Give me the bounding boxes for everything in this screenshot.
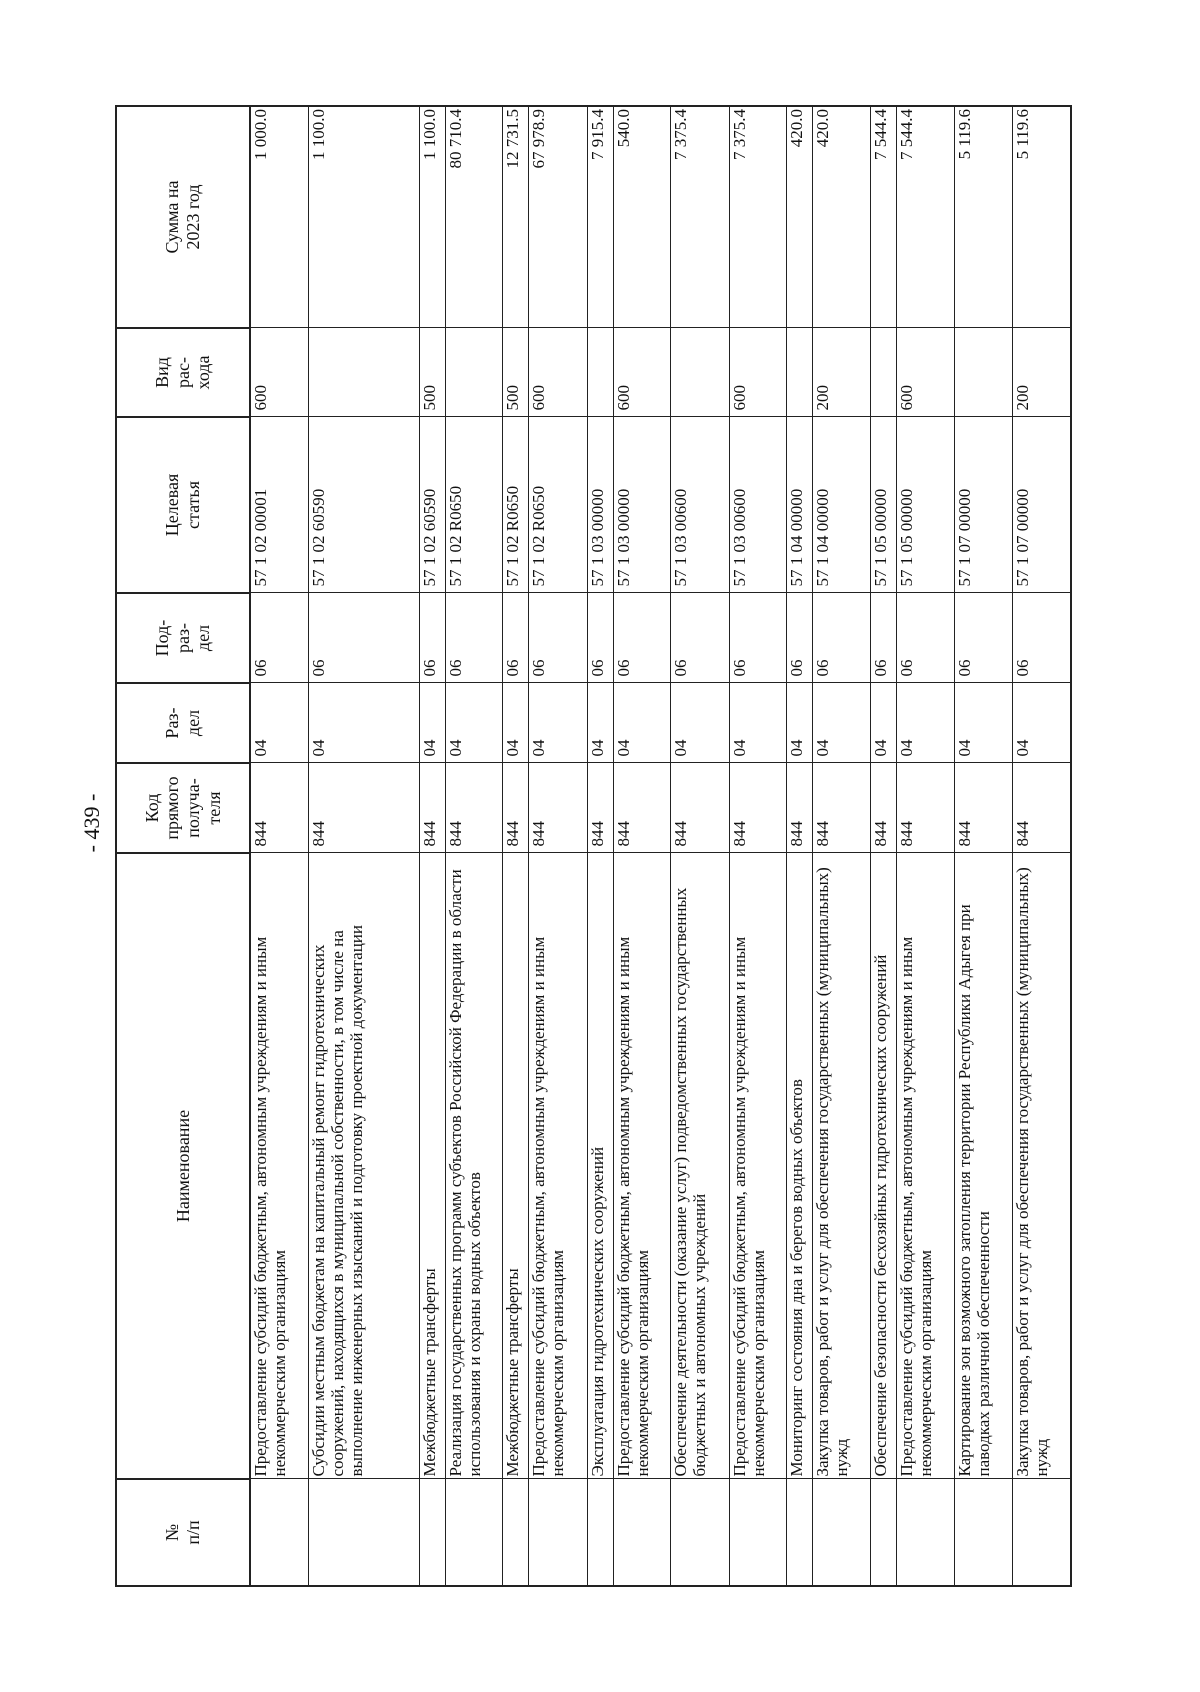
cell-num xyxy=(419,1479,445,1586)
cell-num xyxy=(529,1479,587,1586)
cell-statya: 57 1 02 R0650 xyxy=(529,417,587,593)
cell-statya: 57 1 02 60590 xyxy=(419,417,445,593)
page-number: - 439 - xyxy=(79,793,104,853)
cell-statya: 57 1 07 00000 xyxy=(955,417,1012,593)
cell-statya: 57 1 03 00000 xyxy=(613,417,670,593)
table-row xyxy=(529,106,587,1586)
cell-kod: 844 xyxy=(870,763,896,853)
cell-summa: 67 978.9 xyxy=(529,106,587,328)
cell-summa: 1 100.0 xyxy=(419,106,445,328)
rotated-table-container xyxy=(115,107,1072,1587)
cell-podrazdel: 06 xyxy=(250,593,308,683)
cell-kod: 844 xyxy=(896,763,954,853)
cell-razdel: 04 xyxy=(787,683,813,763)
cell-summa: 5 119.6 xyxy=(955,106,1012,328)
table-row xyxy=(813,106,870,1586)
cell-name: Закупка товаров, работ и услуг для обеспечения государственных (муниципальных) нужд xyxy=(813,853,870,1479)
cell-razdel: 04 xyxy=(1012,683,1071,763)
header-line: 2023 год xyxy=(183,184,203,250)
cell-vid: 600 xyxy=(613,328,670,417)
cell-podrazdel: 06 xyxy=(1012,593,1071,683)
table-row xyxy=(613,106,670,1586)
header-line: прямого xyxy=(162,776,183,840)
cell-vid xyxy=(308,328,419,417)
cell-vid: 500 xyxy=(503,328,529,417)
table-row xyxy=(896,106,954,1586)
cell-kod: 844 xyxy=(587,763,613,853)
cell-statya: 57 1 02 60590 xyxy=(308,417,419,593)
cell-name: Мониторинг состояния дна и берегов водных объектов xyxy=(787,853,813,1479)
cell-kod: 844 xyxy=(419,763,445,853)
table-row xyxy=(419,106,445,1586)
cell-summa: 420.0 xyxy=(787,106,813,328)
header-line: п/п xyxy=(183,1520,203,1545)
cell-kod: 844 xyxy=(613,763,670,853)
table-row xyxy=(250,106,308,1586)
cell-num xyxy=(613,1479,670,1586)
cell-vid xyxy=(445,328,502,417)
cell-kod: 844 xyxy=(671,763,729,853)
cell-vid: 600 xyxy=(250,328,308,417)
cell-summa: 7 544.4 xyxy=(870,106,896,328)
cell-podrazdel: 06 xyxy=(813,593,870,683)
header-line: Сумма на xyxy=(162,180,183,254)
cell-podrazdel: 06 xyxy=(419,593,445,683)
cell-vid xyxy=(787,328,813,417)
cell-num xyxy=(587,1479,613,1586)
cell-statya: 57 1 02 R0650 xyxy=(503,417,529,593)
header-razdel xyxy=(116,683,250,763)
cell-razdel: 04 xyxy=(613,683,670,763)
cell-num xyxy=(250,1479,308,1586)
cell-razdel: 04 xyxy=(250,683,308,763)
cell-vid xyxy=(671,328,729,417)
cell-num xyxy=(1012,1479,1071,1586)
cell-podrazdel: 06 xyxy=(308,593,419,683)
cell-vid: 600 xyxy=(729,328,786,417)
cell-summa: 7 375.4 xyxy=(671,106,729,328)
cell-kod: 844 xyxy=(813,763,870,853)
cell-podrazdel: 06 xyxy=(787,593,813,683)
cell-podrazdel: 06 xyxy=(503,593,529,683)
header-line: статья xyxy=(183,481,203,529)
cell-razdel: 04 xyxy=(419,683,445,763)
cell-podrazdel: 06 xyxy=(955,593,1012,683)
table-body xyxy=(250,106,1071,1586)
cell-kod: 844 xyxy=(787,763,813,853)
cell-podrazdel: 06 xyxy=(870,593,896,683)
cell-kod: 844 xyxy=(529,763,587,853)
cell-kod: 844 xyxy=(729,763,786,853)
cell-name: Межбюджетные трансферты xyxy=(419,853,445,1479)
header-line: Целевая xyxy=(162,473,183,537)
cell-num xyxy=(445,1479,502,1586)
header-podrazdel xyxy=(116,593,250,683)
cell-statya: 57 1 03 00600 xyxy=(671,417,729,593)
cell-summa: 7 915.4 xyxy=(587,106,613,328)
header-name xyxy=(116,853,250,1479)
cell-kod: 844 xyxy=(1012,763,1071,853)
table-row xyxy=(587,106,613,1586)
cell-statya: 57 1 07 00000 xyxy=(1012,417,1071,593)
cell-statya: 57 1 02 R0650 xyxy=(445,417,502,593)
cell-statya: 57 1 03 00600 xyxy=(729,417,786,593)
header-line: получа- xyxy=(183,778,203,838)
table-row xyxy=(870,106,896,1586)
cell-num xyxy=(503,1479,529,1586)
header-line: Код xyxy=(141,793,162,823)
cell-statya: 57 1 02 00001 xyxy=(250,417,308,593)
cell-num xyxy=(955,1479,1012,1586)
cell-podrazdel: 06 xyxy=(613,593,670,683)
cell-num xyxy=(729,1479,786,1586)
header-line: хода xyxy=(193,355,214,390)
cell-num xyxy=(813,1479,870,1586)
cell-kod: 844 xyxy=(250,763,308,853)
table-header-row xyxy=(116,106,250,1586)
cell-razdel: 04 xyxy=(955,683,1012,763)
header-vid xyxy=(116,328,250,417)
cell-vid: 200 xyxy=(1012,328,1071,417)
cell-name: Предоставление субсидий бюджетным, автономным учреждениям и иным некоммерческим организациям xyxy=(729,853,786,1479)
cell-vid xyxy=(955,328,1012,417)
table-row xyxy=(308,106,419,1586)
cell-name: Субсидии местным бюджетам на капитальный ремонт гидротехнических сооружений, находящихся в муниципальной собственности, в том числе на выполнение инженерных изысканий и подготовку проектной документации xyxy=(308,853,419,1479)
cell-podrazdel: 06 xyxy=(729,593,786,683)
header-line: № xyxy=(162,1523,183,1542)
header-num xyxy=(116,1479,250,1586)
header-line: Под- xyxy=(151,619,172,657)
table-row xyxy=(1012,106,1071,1586)
cell-name: Предоставление субсидий бюджетным, автономным учреждениям и иным некоммерческим организациям xyxy=(896,853,954,1479)
table-row xyxy=(503,106,529,1586)
cell-razdel: 04 xyxy=(671,683,729,763)
cell-razdel: 04 xyxy=(729,683,786,763)
cell-kod: 844 xyxy=(955,763,1012,853)
cell-razdel: 04 xyxy=(896,683,954,763)
cell-summa: 1 000.0 xyxy=(250,106,308,328)
cell-razdel: 04 xyxy=(308,683,419,763)
header-line: Наименование xyxy=(172,1109,193,1223)
header-line: рас- xyxy=(172,357,193,388)
header-line: дел xyxy=(193,624,214,652)
cell-statya: 57 1 04 00000 xyxy=(813,417,870,593)
cell-vid xyxy=(587,328,613,417)
cell-kod: 844 xyxy=(308,763,419,853)
cell-num xyxy=(787,1479,813,1586)
cell-razdel: 04 xyxy=(503,683,529,763)
budget-table xyxy=(115,105,1072,1587)
cell-summa: 7 544.4 xyxy=(896,106,954,328)
table-row xyxy=(445,106,502,1586)
header-line: Вид xyxy=(151,357,172,388)
cell-name: Картирование зон возможного затопления территории Республики Адыгея при паводках различной обеспеченности xyxy=(955,853,1012,1479)
cell-vid: 500 xyxy=(419,328,445,417)
cell-summa: 12 731.5 xyxy=(503,106,529,328)
cell-name: Межбюджетные трансферты xyxy=(503,853,529,1479)
cell-kod: 844 xyxy=(445,763,502,853)
cell-num xyxy=(671,1479,729,1586)
cell-podrazdel: 06 xyxy=(445,593,502,683)
cell-summa: 540.0 xyxy=(613,106,670,328)
table-row xyxy=(787,106,813,1586)
cell-vid: 600 xyxy=(529,328,587,417)
header-line: теля xyxy=(203,791,224,825)
cell-razdel: 04 xyxy=(445,683,502,763)
cell-statya: 57 1 05 00000 xyxy=(870,417,896,593)
header-line: раз- xyxy=(172,622,193,654)
cell-name: Предоставление субсидий бюджетным, автономным учреждениям и иным некоммерческим организациям xyxy=(250,853,308,1479)
cell-statya: 57 1 04 00000 xyxy=(787,417,813,593)
cell-podrazdel: 06 xyxy=(896,593,954,683)
header-line: дел xyxy=(183,709,203,737)
cell-statya: 57 1 05 00000 xyxy=(896,417,954,593)
cell-name: Предоставление субсидий бюджетным, автономным учреждениям и иным некоммерческим организациям xyxy=(529,853,587,1479)
cell-name: Реализация государственных программ субъектов Российской Федерации в области использования и охраны водных объектов xyxy=(445,853,502,1479)
cell-podrazdel: 06 xyxy=(587,593,613,683)
cell-name: Обеспечение деятельности (оказание услуг) подведомственных государственных бюджетных и автономных учреждений xyxy=(671,853,729,1479)
cell-name: Эксплуатация гидротехнических сооружений xyxy=(587,853,613,1479)
cell-name: Предоставление субсидий бюджетным, автономным учреждениям и иным некоммерческим организациям xyxy=(613,853,670,1479)
cell-razdel: 04 xyxy=(813,683,870,763)
cell-summa: 80 710.4 xyxy=(445,106,502,328)
cell-statya: 57 1 03 00000 xyxy=(587,417,613,593)
cell-summa: 420.0 xyxy=(813,106,870,328)
cell-num xyxy=(870,1479,896,1586)
cell-podrazdel: 06 xyxy=(671,593,729,683)
cell-vid: 200 xyxy=(813,328,870,417)
cell-podrazdel: 06 xyxy=(529,593,587,683)
cell-vid: 600 xyxy=(896,328,954,417)
header-kod xyxy=(116,763,250,853)
header-statya xyxy=(116,417,250,593)
cell-summa: 1 100.0 xyxy=(308,106,419,328)
table-row xyxy=(671,106,729,1586)
cell-razdel: 04 xyxy=(529,683,587,763)
cell-vid xyxy=(870,328,896,417)
header-line: Раз- xyxy=(162,707,183,739)
cell-num xyxy=(896,1479,954,1586)
header-summa xyxy=(116,106,250,328)
cell-razdel: 04 xyxy=(870,683,896,763)
cell-kod: 844 xyxy=(503,763,529,853)
cell-summa: 5 119.6 xyxy=(1012,106,1071,328)
cell-name: Обеспечение безопасности бесхозяйных гидротехнических сооружений xyxy=(870,853,896,1479)
cell-num xyxy=(308,1479,419,1586)
cell-name: Закупка товаров, работ и услуг для обеспечения государственных (муниципальных) нужд xyxy=(1012,853,1071,1479)
table-row xyxy=(729,106,786,1586)
cell-razdel: 04 xyxy=(587,683,613,763)
cell-summa: 7 375.4 xyxy=(729,106,786,328)
table-row xyxy=(955,106,1012,1586)
